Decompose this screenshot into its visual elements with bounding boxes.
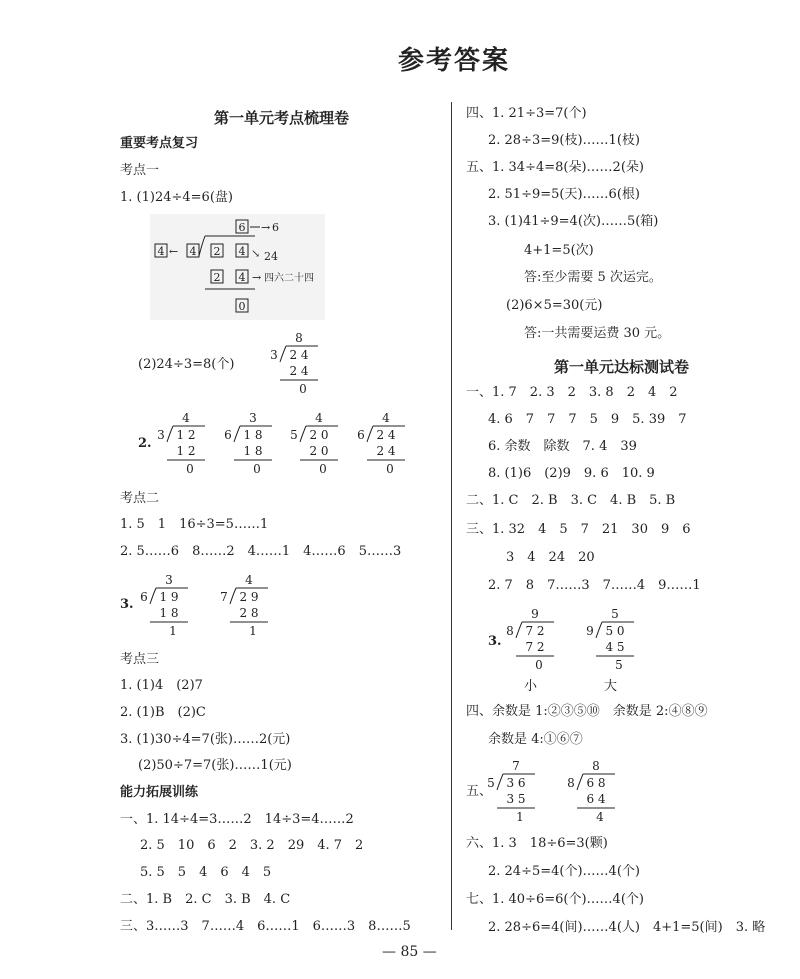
- remainder: 0: [186, 462, 194, 476]
- quotient: 4: [315, 411, 323, 425]
- dividend: 6 8: [586, 776, 606, 790]
- product: 4 5: [605, 640, 625, 654]
- dividend: 5 0: [605, 624, 625, 638]
- product: 2 0: [309, 444, 329, 458]
- dividend: 2 0: [309, 428, 329, 442]
- page-title: 参考答案: [398, 46, 511, 76]
- quotient: 3: [249, 411, 257, 425]
- extension-heading: 能力拓展训练: [120, 785, 199, 800]
- diagram-product-2: 4: [238, 271, 246, 284]
- test-line-3: 6. 余数 除数 7. 4 39: [488, 439, 637, 454]
- dividend: 2 4: [289, 348, 309, 362]
- kp3-q2: 2. (1)B (2)C: [120, 705, 206, 720]
- product: 7 2: [525, 640, 545, 654]
- test-q3-label: 3.: [488, 634, 502, 649]
- diagram-quotient-label: 6: [272, 221, 279, 234]
- test-line-14: 2. 24÷5=4(个)……4(个): [488, 864, 640, 879]
- kp3-q1: 1. (1)4 (2)7: [120, 678, 203, 693]
- ext-line-3: 5. 5 5 4 6 4 5: [140, 865, 272, 880]
- divisor: 3: [157, 428, 165, 442]
- remainder: 1: [516, 810, 524, 824]
- right-line-7: 答:至少需要 5 次运完。: [524, 270, 662, 285]
- division-bracket: [230, 588, 236, 604]
- diagram-svg: [150, 214, 325, 320]
- test-line-16: 2. 28÷6=4(间)……4(人) 4+1=5(间) 3. 略: [488, 920, 766, 935]
- product: 2 8: [239, 606, 259, 620]
- arrow-head-3: →: [252, 271, 262, 284]
- right-line-1: 四、1. 21÷3=7(个): [466, 106, 587, 121]
- right-line-6: 4+1=5(次): [524, 243, 594, 258]
- dividend: 1 8: [243, 428, 263, 442]
- remainder: 0: [253, 462, 261, 476]
- long-division-20-by-5: [286, 410, 346, 480]
- product: 2 4: [376, 444, 396, 458]
- long-division-36-by-5: [483, 758, 543, 828]
- divisor: 5: [487, 776, 495, 790]
- long-division-29-by-7: [216, 572, 276, 642]
- test-line-10: 四、余数是 1:②③⑤⑩ 余数是 2:④⑧⑨: [466, 704, 708, 719]
- test-line-6: 三、1. 32 4 5 7 21 30 9 6: [466, 522, 691, 537]
- test-line-13: 六、1. 3 18÷6=3(颗): [466, 836, 608, 851]
- divisor: 5: [290, 428, 298, 442]
- division-bracket: [596, 622, 602, 638]
- long-division-72-by-8: [502, 606, 562, 676]
- diagram-divisor: 4: [189, 245, 197, 258]
- right-line-3: 五、1. 34÷4=8(朵)……2(朵): [466, 160, 644, 175]
- test-line-4: 8. (1)6 (2)9 9. 6 10. 9: [488, 466, 655, 481]
- long-division-18-by-6: [220, 410, 280, 480]
- long-division-svg: [286, 410, 346, 476]
- diagram-dividend-1: 2: [213, 245, 221, 258]
- quotient: 7: [512, 759, 520, 773]
- kp3-q3a: 3. (1)30÷4=7(张)……2(元): [120, 732, 291, 747]
- diagram-dividend-label: 24: [264, 250, 278, 263]
- kp1-q1: 1. (1)24÷4=6(盘): [120, 190, 233, 205]
- long-division-svg: [563, 758, 623, 824]
- divisor: 7: [220, 590, 228, 604]
- quotient: 4: [382, 411, 390, 425]
- test-q5-label: 五、: [466, 784, 493, 799]
- quotient: 4: [245, 573, 253, 587]
- page-number: — 85 —: [382, 944, 437, 960]
- long-division-12-by-3: [153, 410, 213, 480]
- diagram-product-1: 2: [213, 271, 221, 284]
- dividend: 2 9: [239, 590, 259, 604]
- arrow-left: ←: [169, 245, 179, 258]
- long-division-svg: [220, 410, 280, 476]
- dividend: 3 6: [506, 776, 526, 790]
- long-division-svg: [582, 606, 642, 672]
- product: 3 5: [506, 792, 526, 806]
- long-division-24-by-6: [353, 410, 413, 480]
- dividend: 1 2: [176, 428, 196, 442]
- remainder: 0: [299, 382, 307, 396]
- division-bracket: [497, 774, 503, 790]
- kaodian-1-heading: 考点一: [120, 163, 160, 178]
- quotient: 4: [182, 411, 190, 425]
- diagram-dividend-2: 4: [238, 245, 246, 258]
- right-line-9: 答:一共需要运费 30 元。: [524, 326, 671, 341]
- remainder: 4: [596, 810, 604, 824]
- kp1-q2-label: 2.: [138, 436, 152, 451]
- division-bracket: [300, 426, 306, 442]
- remainder: 1: [169, 624, 177, 638]
- dividend: 2 4: [376, 428, 396, 442]
- section-title-unit1-review: 第一单元考点梳理卷: [214, 109, 350, 127]
- diagram-divisor-label: 4: [157, 245, 165, 258]
- test-line-8: 2. 7 8 7……3 7……4 9……1: [488, 578, 701, 593]
- right-line-4: 2. 51÷9=5(天)……6(根): [488, 187, 640, 202]
- test-line-2: 4. 6 7 7 7 5 9 5. 39 7: [488, 412, 687, 427]
- division-bracket: [234, 426, 240, 442]
- division-bracket: [367, 426, 373, 442]
- division-bracket: [577, 774, 583, 790]
- right-line-2: 2. 28÷3=9(枝)……1(枝): [488, 133, 640, 148]
- long-division-svg: [136, 572, 196, 638]
- test-line-7: 3 4 24 20: [506, 550, 595, 565]
- remainder: 1: [249, 624, 257, 638]
- kp1-q1-part2: (2)24÷3=8(个): [138, 357, 235, 372]
- review-heading: 重要考点复习: [120, 136, 199, 151]
- long-division-svg: [153, 410, 213, 476]
- kaodian-2-heading: 考点二: [120, 491, 160, 506]
- product: 1 2: [176, 444, 196, 458]
- product: 6 4: [586, 792, 606, 806]
- quotient: 3: [165, 573, 173, 587]
- test-line-15: 七、1. 40÷6=6(个)……4(个): [466, 892, 644, 907]
- division-bracket: [516, 622, 522, 638]
- long-division-50-by-9: [582, 606, 642, 676]
- column-divider: [451, 102, 452, 930]
- kp3-q3b: (2)50÷7=7(张)……1(元): [138, 758, 292, 773]
- remainder: 0: [535, 658, 543, 672]
- divisor: 8: [567, 776, 575, 790]
- right-line-8: (2)6×5=30(元): [506, 298, 603, 313]
- compare-big: 大: [604, 679, 618, 694]
- remainder: 5: [615, 658, 623, 672]
- arrow-head-2: ↘: [251, 247, 261, 260]
- quotient: 8: [592, 759, 600, 773]
- divisor: 8: [506, 624, 514, 638]
- product: 2 4: [289, 364, 309, 378]
- long-division-19-by-6: [136, 572, 196, 642]
- ext-line-4: 二、1. B 2. C 3. B 4. C: [120, 892, 291, 907]
- compare-small: 小: [524, 679, 538, 694]
- kp2-q1: 1. 5 1 16÷3=5……1: [120, 517, 269, 532]
- product: 1 8: [243, 444, 263, 458]
- long-division-svg: [266, 330, 326, 396]
- long-division-68-by-8: [563, 758, 623, 828]
- division-bracket: [150, 588, 156, 604]
- long-division-svg: [353, 410, 413, 476]
- division-bracket: [167, 426, 173, 442]
- divisor: 3: [270, 348, 278, 362]
- divisor: 6: [140, 590, 148, 604]
- test-line-1: 一、1. 7 2. 3 2 3. 8 2 4 2: [466, 385, 678, 400]
- ext-line-5: 三、3……3 7……4 6……1 6……3 8……5: [120, 919, 411, 934]
- kaodian-3-heading: 考点三: [120, 652, 160, 667]
- diagram-quotient-digit: 6: [238, 221, 246, 234]
- long-division-svg: [502, 606, 562, 672]
- long-division-svg: [483, 758, 543, 824]
- quotient: 8: [295, 331, 303, 345]
- division-bracket: [280, 346, 286, 362]
- divisor: 6: [357, 428, 365, 442]
- diagram-product-label: 四六二十四: [264, 273, 314, 284]
- product: 1 8: [159, 606, 179, 620]
- divisor: 9: [586, 624, 594, 638]
- test-line-11: 余数是 4:①⑥⑦: [488, 732, 583, 747]
- quotient: 9: [531, 607, 539, 621]
- division-bracket: [199, 236, 205, 256]
- dividend: 1 9: [159, 590, 179, 604]
- divisor: 6: [224, 428, 232, 442]
- kp2-q3-label: 3.: [120, 597, 134, 612]
- diagram-remainder: 0: [238, 300, 246, 313]
- quotient: 5: [611, 607, 619, 621]
- arrow-head: →: [261, 221, 271, 234]
- remainder: 0: [319, 462, 327, 476]
- kp2-q2: 2. 5……6 8……2 4……1 4……6 5……3: [120, 544, 402, 559]
- long-division-svg: [216, 572, 276, 638]
- test-line-5: 二、1. C 2. B 3. C 4. B 5. B: [466, 493, 676, 508]
- long-division-24-by-3: [266, 330, 326, 400]
- remainder: 0: [386, 462, 394, 476]
- ext-line-2: 2. 5 10 6 2 3. 2 29 4. 7 2: [140, 838, 364, 853]
- right-line-5: 3. (1)41÷9=4(次)……5(箱): [488, 214, 659, 229]
- long-division-diagram: [150, 214, 325, 320]
- section-title-unit1-test: 第一单元达标测试卷: [554, 358, 690, 376]
- ext-line-1: 一、1. 14÷4=3……2 14÷3=4……2: [120, 812, 354, 827]
- dividend: 7 2: [525, 624, 545, 638]
